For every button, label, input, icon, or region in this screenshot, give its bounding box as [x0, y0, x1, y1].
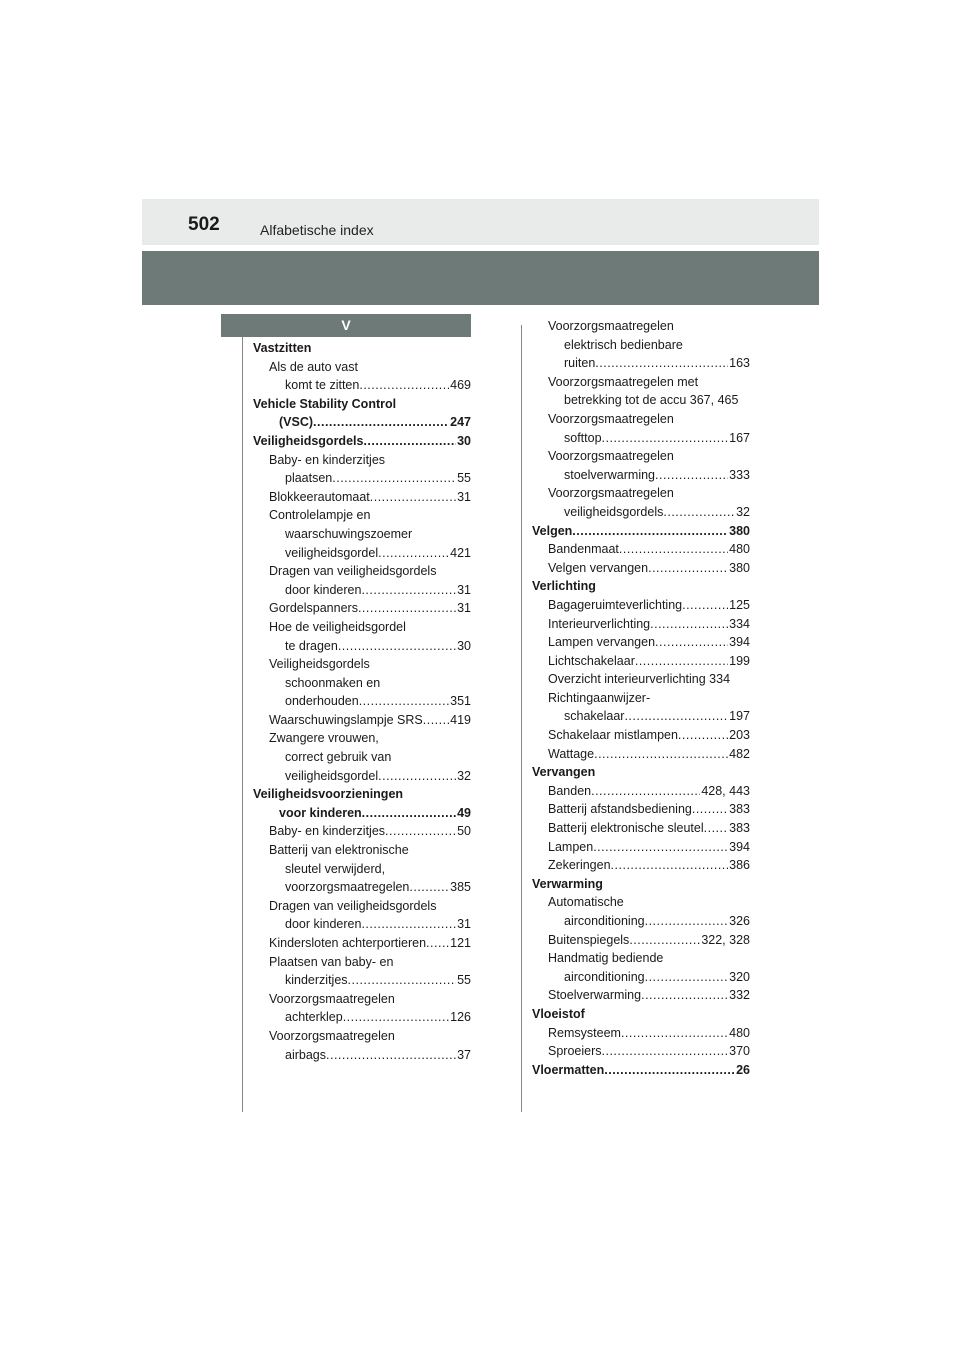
index-entry-term: komt te zitten [285, 378, 360, 393]
index-entry-term: Veiligheidsvoorzieningen [253, 787, 404, 802]
index-entry-leader [595, 354, 728, 373]
index-entry-leader [641, 986, 728, 1005]
index-entry [532, 670, 750, 689]
index-entry-term: ruiten [564, 356, 596, 371]
index-entry-term: Vloermatten [532, 1062, 605, 1077]
index-entry-term: voorzorgsmaatregelen [285, 880, 410, 895]
index-entry-leader [682, 596, 728, 615]
index-entry [532, 354, 750, 373]
index-entry-term: Verwarming [532, 876, 603, 891]
index-entry-term: Voorzorgsmaatregelen [548, 411, 674, 426]
index-entry [532, 391, 750, 410]
index-entry [253, 339, 471, 358]
index-entry [253, 897, 471, 916]
index-entry-page: 30 [457, 638, 471, 653]
index-entry [532, 540, 750, 559]
index-entry-term: Richtingaanwijzer- [548, 690, 651, 705]
index-entry [532, 466, 750, 485]
index-entry-page: 247 [450, 415, 471, 430]
index-entry [532, 484, 750, 503]
index-entry-term: Velgen vervangen [548, 560, 649, 575]
index-entry [253, 934, 471, 953]
index-entry-leader [611, 856, 729, 875]
index-entry [253, 413, 471, 432]
index-entry-term: Bandenmaat [548, 542, 619, 557]
index-entry [253, 525, 471, 544]
index-entry-page: 351 [450, 694, 471, 709]
index-entry-leader [338, 637, 456, 656]
index-entry-page: 482 [729, 746, 750, 761]
index-entry [253, 822, 471, 841]
index-entry-term: veiligheidsgordel [285, 545, 379, 560]
index-entry [253, 953, 471, 972]
index-entry-term: Voorzorgsmaatregelen [269, 991, 395, 1006]
index-entry [532, 596, 750, 615]
index-entry [532, 373, 750, 392]
index-entry-term: Buitenspiegels [548, 932, 630, 947]
index-entry-page: 197 [729, 709, 750, 724]
index-entry-term: Lampen [548, 839, 594, 854]
index-entry-page: 383 [729, 802, 750, 817]
index-entry-term: door kinderen [285, 582, 362, 597]
index-entry-page: 50 [457, 824, 471, 839]
index-entry [253, 618, 471, 637]
index-entry-term: airbags [285, 1047, 326, 1062]
index-entry-leader [593, 838, 728, 857]
index-entry-term: Velgen [532, 523, 573, 538]
index-entry-page: 55 [457, 973, 471, 988]
index-entry-page: 125 [729, 597, 750, 612]
index-entry-term: airconditioning [564, 969, 645, 984]
index-entry-term: Voorzorgsmaatregelen met [548, 374, 699, 389]
index-entry-page: 326 [729, 914, 750, 928]
index-entry-leader [359, 376, 449, 395]
index-entry [253, 432, 471, 451]
index-entry [532, 856, 750, 875]
index-entry-page: 333 [729, 467, 750, 482]
index-entry [532, 1061, 750, 1080]
index-entry-term: Veiligheidsgordels [269, 657, 370, 672]
index-entry [253, 841, 471, 860]
index-entry-page: 480 [729, 1025, 750, 1040]
index-entry-leader [362, 804, 456, 823]
index-entry-page: 394 [729, 839, 750, 854]
index-entry-term: Veiligheidsgordels [253, 433, 364, 448]
index-entry [253, 785, 471, 804]
index-entry [532, 689, 750, 708]
index-entry-term: veiligheidsgordels [564, 504, 664, 519]
index-entry-leader [704, 819, 729, 838]
index-entry-leader [358, 599, 456, 618]
column-divider-right [521, 325, 522, 1112]
index-entry [253, 711, 471, 730]
index-entry-term: stoelverwarming [564, 467, 656, 482]
index-entry [532, 503, 750, 522]
index-entry-term: waarschuwingszoemer [285, 526, 413, 541]
index-entry [532, 726, 750, 745]
index-entry [253, 878, 471, 897]
index-entry [532, 522, 750, 541]
index-entry-term: Controlelampje en [269, 508, 371, 523]
index-entry-term: Waarschuwingslampje SRS [269, 712, 423, 727]
index-entry-term: plaatsen [285, 471, 333, 486]
index-entry-term: veiligheidsgordel [285, 768, 379, 783]
index-entry [532, 800, 750, 819]
index-entry-leader [619, 540, 728, 559]
index-entry-leader [621, 1024, 728, 1043]
index-entry-page: 322, 328 [701, 932, 750, 947]
index-entry [253, 581, 471, 600]
index-entry-term: Vervangen [532, 765, 596, 780]
index-entry-term: Wattage [548, 746, 595, 761]
index-entry-page: 419 [450, 712, 471, 727]
index-entry-term: Gordelspanners [269, 601, 358, 616]
index-entry-term: Dragen van veiligheidsgordels [269, 898, 437, 913]
index-entry-page: 383 [729, 821, 750, 836]
index-entry-page: 334 [729, 616, 750, 631]
index-entry-term: Zwangere vrouwen, [269, 731, 379, 746]
page-title: Alfabetische index [260, 222, 374, 238]
index-entry-leader [645, 912, 729, 931]
index-entry-leader [663, 503, 735, 522]
index-entry-page: 203 [729, 728, 750, 743]
index-entry-term: Blokkeerautomaat [269, 489, 370, 504]
index-entry-term: sleutel verwijderd, [285, 861, 386, 876]
index-entry-term: te dragen [285, 638, 338, 653]
index-entry [253, 376, 471, 395]
index-entry [532, 819, 750, 838]
index-entry-page: 26 [736, 1062, 750, 1077]
index-entry-page: 32 [457, 768, 471, 783]
index-entry [532, 652, 750, 671]
index-entry-leader [594, 745, 728, 764]
index-entry-leader [604, 1061, 735, 1080]
index-entry-page: 380 [729, 523, 750, 538]
index-entry [253, 1046, 471, 1065]
index-entry-term: Lichtschakelaar [548, 653, 635, 668]
index-entry [532, 986, 750, 1005]
index-entry-page: 199 [729, 653, 750, 668]
index-entry-term: Batterij elektronische sleutel [548, 821, 704, 836]
index-entry-page: 55 [457, 471, 471, 486]
index-entry-term: betrekking tot de accu 367, 465 [564, 393, 739, 408]
index-entry [532, 410, 750, 429]
index-entry-term: Interieurverlichting [548, 616, 651, 631]
index-entry [532, 968, 750, 987]
index-entry [253, 469, 471, 488]
section-letter-bar: V [221, 314, 471, 337]
index-entry [253, 915, 471, 934]
index-entry [532, 633, 750, 652]
index-entry [253, 488, 471, 507]
index-entry-leader [426, 934, 449, 953]
index-entry-page: 386 [729, 858, 750, 873]
index-entry-page: 469 [450, 378, 471, 393]
index-entry-leader [650, 615, 728, 634]
index-entry [253, 990, 471, 1009]
index-entry-page: 385 [450, 880, 471, 895]
index-entry-page: 37 [457, 1047, 471, 1062]
index-entry-page: 480 [729, 542, 750, 557]
index-entry-term: achterklep [285, 1010, 343, 1025]
index-entry-leader [645, 968, 729, 987]
index-entry [532, 429, 750, 448]
index-entry-leader [572, 522, 728, 541]
index-entry [532, 763, 750, 782]
index-entry-term: Voorzorgsmaatregelen [269, 1028, 395, 1043]
index-entry-term: Automatische [548, 895, 624, 910]
index-entry-leader [648, 559, 728, 578]
index-entry-term: Batterij afstandsbediening [548, 802, 692, 817]
index-entry [253, 767, 471, 786]
index-entry-leader [370, 488, 456, 507]
index-entry-term: voor kinderen [279, 805, 362, 820]
index-entry-term: Voorzorgsmaatregelen [548, 319, 674, 333]
index-entry-page: 31 [457, 489, 471, 504]
index-entry [532, 447, 750, 466]
index-entry-leader [629, 931, 700, 950]
index-entry-term: Sproeiers [548, 1044, 602, 1059]
index-entry-leader [655, 633, 728, 652]
chapter-band [142, 251, 819, 305]
index-entry-term: schakelaar [564, 709, 625, 724]
index-entry-term: onderhouden [285, 694, 359, 709]
index-entry-term: Dragen van veiligheidsgordels [269, 564, 437, 579]
index-entry [532, 1042, 750, 1061]
index-entry [532, 838, 750, 857]
index-column-right [532, 317, 750, 1079]
index-entry-page: 32 [736, 504, 750, 519]
index-entry-page: 167 [729, 430, 750, 445]
index-entry [532, 336, 750, 355]
index-entry-leader [313, 413, 449, 432]
index-entry-term: (VSC) [279, 415, 314, 430]
index-entry [532, 615, 750, 634]
index-entry [253, 674, 471, 693]
index-entry [532, 893, 750, 912]
index-entry-leader [678, 726, 728, 745]
index-entry-leader [385, 822, 456, 841]
index-entry-term: Batterij van elektronische [269, 843, 409, 858]
index-entry-leader [423, 711, 449, 730]
index-entry-term: Baby- en kinderzitjes [269, 452, 386, 467]
index-entry-page: 126 [450, 1010, 471, 1025]
index-entry-term: Baby- en kinderzitjes [269, 824, 386, 839]
index-entry-leader [378, 544, 449, 563]
index-entry [532, 912, 750, 931]
index-entry-page: 31 [457, 601, 471, 616]
index-entry [532, 707, 750, 726]
index-entry-term: Vastzitten [253, 341, 312, 355]
index-entry [532, 559, 750, 578]
index-entry-page: 421 [450, 545, 471, 560]
index-entry-page: 31 [457, 582, 471, 597]
index-entry-leader [409, 878, 449, 897]
index-entry-term: Plaatsen van baby- en [269, 954, 394, 969]
index-entry-leader [378, 767, 456, 786]
index-entry-leader [624, 707, 728, 726]
index-entry-term: Bagageruimteverlichting [548, 597, 683, 612]
index-entry [253, 748, 471, 767]
index-entry-term: Als de auto vast [269, 359, 358, 374]
index-entry [532, 317, 750, 336]
index-entry-term: kinderzitjes [285, 973, 348, 988]
index-entry-term: Voorzorgsmaatregelen [548, 449, 674, 464]
index-entry-page: 380 [729, 560, 750, 575]
index-entry-term: Vehicle Stability Control [253, 396, 397, 411]
index-entry-leader [363, 432, 456, 451]
index-entry-page: 394 [729, 635, 750, 650]
index-entry [253, 729, 471, 748]
index-entry-term: Verlichting [532, 579, 596, 594]
index-entry-term: Zekeringen [548, 858, 611, 873]
index-entry-term: Handmatig bediende [548, 951, 664, 966]
index-entry [253, 358, 471, 377]
index-entry [532, 949, 750, 968]
index-entry [253, 544, 471, 563]
index-entry-page: 49 [457, 805, 471, 820]
index-entry-term: Banden [548, 783, 592, 798]
index-entry-leader [326, 1046, 456, 1065]
index-entry-term: correct gebruik van [285, 750, 392, 765]
index-entry-term: airconditioning [564, 914, 645, 928]
header-band [142, 199, 819, 245]
index-entry-leader [692, 800, 728, 819]
index-entry-page: 332 [729, 988, 750, 1003]
index-entry-term: Stoelverwarming [548, 988, 642, 1003]
index-entry-term: Schakelaar mistlampen [548, 728, 678, 743]
index-entry-term: Lampen vervangen [548, 635, 656, 650]
index-entry-leader [361, 581, 456, 600]
index-entry [253, 860, 471, 879]
index-entry [253, 804, 471, 823]
index-entry-page: 31 [457, 917, 471, 932]
index-entry-page: 163 [729, 356, 750, 371]
index-entry-leader [602, 429, 729, 448]
index-entry-page: 428, 443 [701, 783, 750, 798]
index-entry [253, 451, 471, 470]
index-entry [532, 875, 750, 894]
index-entry-term: Voorzorgsmaatregelen [548, 486, 674, 501]
index-entry-term: schoonmaken en [285, 675, 381, 690]
index-entry [253, 599, 471, 618]
index-entry [253, 1008, 471, 1027]
index-entry-page: 370 [729, 1044, 750, 1059]
index-entry-term: softtop [564, 430, 602, 445]
index-entry-page: 30 [457, 433, 471, 448]
index-entry-term: door kinderen [285, 917, 362, 932]
index-entry [532, 1024, 750, 1043]
column-divider-left [242, 325, 243, 1112]
index-entry-leader [591, 782, 700, 801]
index-entry [532, 577, 750, 596]
index-entry-term: Vloeistof [532, 1006, 585, 1021]
index-entry-leader [602, 1042, 729, 1061]
index-entry-term: Remsysteem [548, 1025, 621, 1040]
index-entry-page: 121 [450, 936, 471, 950]
index-entry-leader [348, 971, 457, 990]
index-entry-term: Hoe de veiligheidsgordel [269, 619, 406, 634]
index-entry-term: Kindersloten achterportieren [269, 936, 427, 950]
index-entry [253, 562, 471, 581]
index-entry [532, 931, 750, 950]
index-column-left [253, 339, 471, 1064]
index-entry [532, 745, 750, 764]
index-entry-leader [359, 692, 449, 711]
index-entry [253, 971, 471, 990]
index-entry-leader [655, 466, 728, 485]
index-entry-leader [635, 652, 728, 671]
index-entry [253, 637, 471, 656]
index-entry-page: 320 [729, 969, 750, 984]
index-entry [532, 782, 750, 801]
index-entry [253, 1027, 471, 1046]
index-entry [532, 1005, 750, 1024]
index-entry-term: elektrisch bedienbare [564, 337, 683, 352]
index-entry [253, 506, 471, 525]
index-entry [253, 655, 471, 674]
index-entry [253, 692, 471, 711]
page-number: 502 [188, 214, 220, 235]
index-entry-leader [361, 915, 456, 934]
index-entry-leader [343, 1008, 449, 1027]
index-entry [253, 395, 471, 414]
index-entry-leader [332, 469, 456, 488]
index-entry-term: Overzicht interieurverlichting 334 [548, 672, 731, 687]
